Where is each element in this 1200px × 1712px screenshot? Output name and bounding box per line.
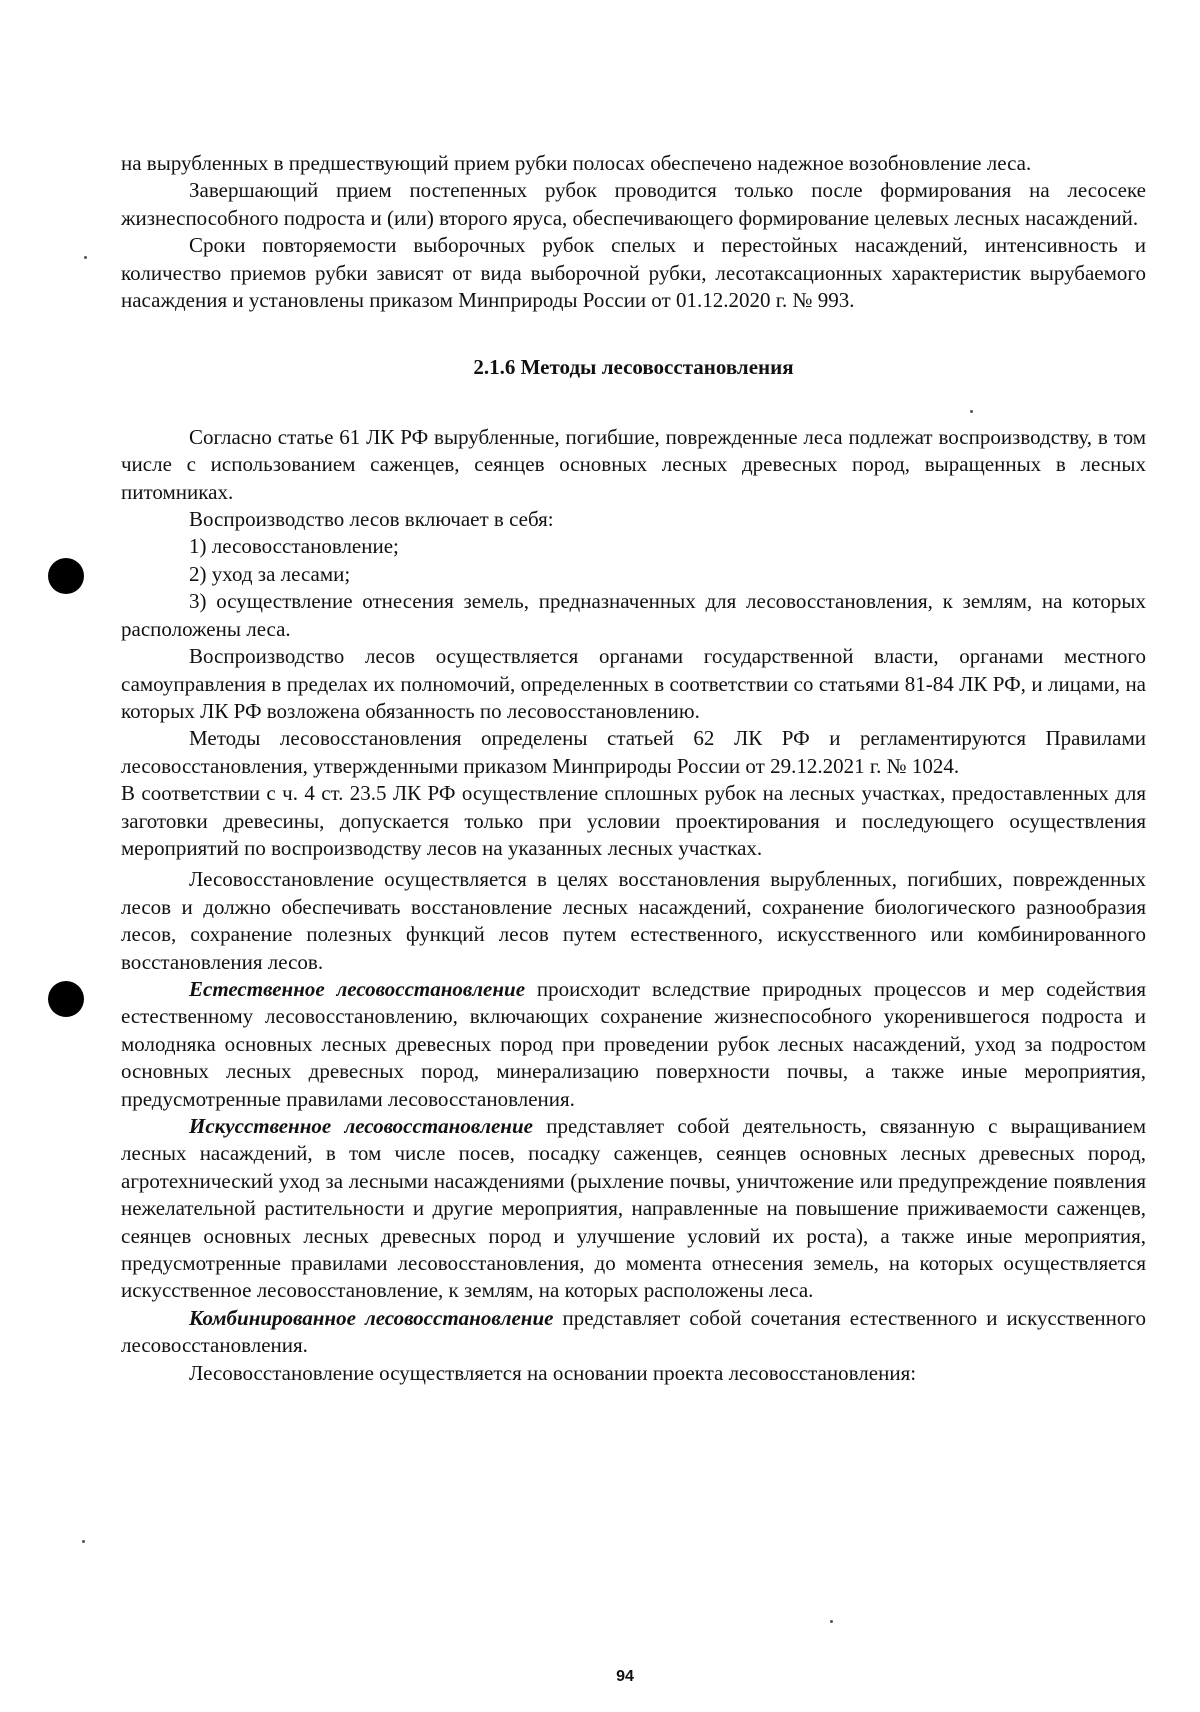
paragraph: Сроки повторяемости выборочных рубок спелых и перестойных насаждений, интенсивность и количество приемов рубки зависят от вида выборочной рубки, лесотаксационных характеристик вырубаемого насаждения и установлены приказом Минприроды России от 01.12.2020 г. № 993. [121,233,1146,313]
paragraph: В соответствии с ч. 4 ст. 23.5 ЛК РФ осуществление сплошных рубок на лесных участках, предоставленных для заготовки древесины, допускается только при условии проектирования и последующего осуществления мероприятий по воспроизводству лесов на указанных лесных участках. [121,781,1146,860]
paragraph: Методы лесовосстановления определены статьей 62 ЛК РФ и регламентируются Правилами лесовосстановления, утвержденными приказом Минприроды России от 29.12.2021 г. № 1024. [121,726,1146,778]
paragraph: Лесовосстановление осуществляется на основании проекта лесовосстановления: [189,1360,917,1385]
list-item: 1) лесовосстановление; [189,534,399,559]
paragraph: на вырубленных в предшествующий прием рубки полосах обеспечено надежное возобновление леса. [121,151,1032,175]
document-body [121,150,1146,1387]
paragraph: Воспроизводство лесов осуществляется органами государственной власти, органами местного самоуправления в пределах их полномочий, определенных в соответствии со статьями 81-84 ЛК РФ, и лицами, на которых ЛК РФ возложена обязанность по лесовосстановлению. [121,644,1146,723]
paragraph: Завершающий прием постепенных рубок проводится только после формирования на лесосеке жизнеспособного подроста и (или) второго яруса, обеспечивающего формирование целевых лесных насаждений. [121,178,1146,230]
page-number: 94 [616,1668,634,1685]
term-natural: Естественное лесовосстановление [189,976,526,1001]
scan-speck [82,1540,85,1543]
paragraph-combined-regeneration [121,1305,1146,1360]
scan-speck [84,256,87,259]
punch-hole [48,981,84,1017]
definition-text: представляет собой деятельность, связанную с выращиванием лесных насаждений, в том числе посев, посадку саженцев, сеянцев основных лесных древесных пород, агротехнический уход за лесными насаждениями (рыхление почвы, уничтожение или предупреждение появления нежелательной растительности и другие мероприятия, направленные на повышение приживаемости саженцев, сеянцев основных лесных древесных пород и улучшение условий их роста), а также иные мероприятия, предусмотренные правилами лесовосстановления, до момента отнесения земель, на которых осуществляется искусственное лесовосстановление, к землям, на которых расположены леса. [121,1114,1146,1303]
paragraph: Лесовосстановление осуществляется в целях восстановления вырубленных, погибших, поврежденных лесов и должно обеспечивать восстановление лесных насаждений, сохранение биологического разнообразия лесов, сохранение полезных функций лесов путем естественного, искусственного или комбинированного восстановления лесов. [121,867,1146,974]
list-item: 2) уход за лесами; [189,561,351,586]
term-artificial: Искусственное лесовосстановление [189,1114,533,1138]
definition-text: происходит вследствие природных процессов и мер содействия естественному лесовосстановлению, включающих сохранение жизнеспособного укоренившегося подроста и молодняка основных лесных древесных пород при проведении рубок лесных насаждений, уход за подростом основных лесных древесных пород, минерализацию поверхности почвы, а также иные мероприятия, предусмотренные правилами лесовосстановления. [121,976,1146,1111]
punch-hole [48,558,84,594]
paragraph-artificial-regeneration [121,1113,1146,1305]
section-heading: 2.1.6 Методы лесовосстановления [473,355,794,380]
paragraph: Воспроизводство лесов включает в себя: [189,507,554,532]
definition-text: представляет собой сочетания естественного и искусственного лесовосстановления. [121,1305,1146,1358]
paragraph-natural-regeneration [121,976,1146,1113]
term-combined: Комбинированное лесовосстановление [189,1305,554,1330]
paragraph: Согласно статье 61 ЛК РФ вырубленные, погибшие, поврежденные леса подлежат воспроизводству, в том числе с использованием саженцев, сеянцев основных лесных древесных пород, выращенных в лесных питомниках. [121,424,1146,504]
list-item: 3) осуществление отнесения земель, предназначенных для лесовосстановления, к землям, на которых расположены леса. [121,589,1146,641]
scan-speck [830,1620,833,1623]
